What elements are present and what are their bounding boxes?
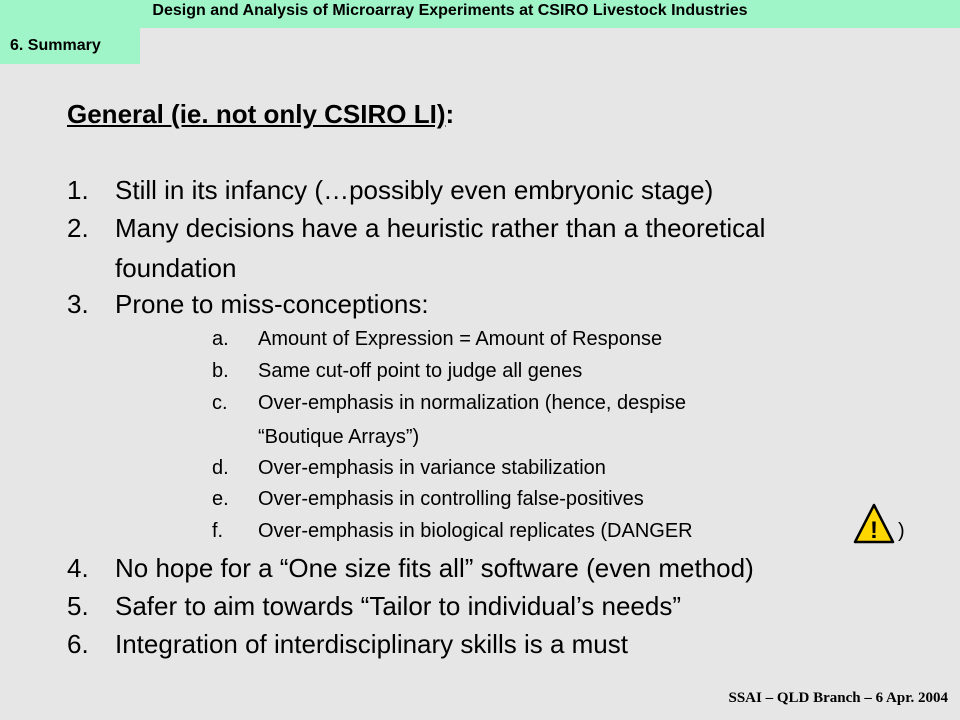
list-number: 4. [67,553,89,583]
list-number: 1. [67,175,89,205]
section-tab: 6. Summary [0,28,140,64]
list-text: Many decisions have a heuristic rather than a theoretical [115,213,766,243]
sublist-text: Over-emphasis in variance stabilization [258,457,606,479]
sublist-letter: b. [212,360,229,382]
sublist-letter: e. [212,488,229,510]
list-text: No hope for a “One size fits all” software (even method) [115,553,754,583]
presentation-title: Design and Analysis of Microarray Experiments at CSIRO Livestock Industries [152,2,748,19]
sublist-item-f-close-paren: ) [898,520,905,542]
heading-text: General (ie. not only CSIRO LI) [67,99,446,129]
sublist-text: Amount of Expression = Amount of Response [258,328,663,350]
heading-colon: : [445,99,455,129]
slide-heading [67,97,454,131]
list-text: foundation [115,253,237,283]
list-number: 3. [67,289,89,319]
sublist-letter: c. [212,392,228,414]
sublist-text: Same cut-off point to judge all genes [258,360,583,382]
list-text: Integration of interdisciplinary skills is a must [115,629,628,659]
sublist-letter: f. [212,520,224,542]
list-text: Prone to miss-conceptions: [115,289,429,319]
warning-exclamation: ! [870,517,878,544]
sublist-text: “Boutique Arrays”) [258,426,420,448]
footer-text: SSAI – QLD Branch – 6 Apr. 2004 [728,690,948,706]
warning-triangle-icon [852,502,896,546]
sublist-text: Over-emphasis in controlling false-positives [258,488,644,510]
list-text: Still in its infancy (…possibly even embryonic stage) [115,175,714,205]
list-number: 6. [67,629,89,659]
list-text: Safer to aim towards “Tailor to individual’s needs” [115,591,682,621]
header-band [0,0,960,28]
sublist-text: Over-emphasis in normalization (hence, despise [258,392,686,414]
sublist-letter: d. [212,457,229,479]
list-number: 5. [67,591,89,621]
sublist-letter: a. [212,328,229,350]
list-number: 2. [67,213,89,243]
sublist-text: Over-emphasis in biological replicates (DANGER [258,520,693,542]
